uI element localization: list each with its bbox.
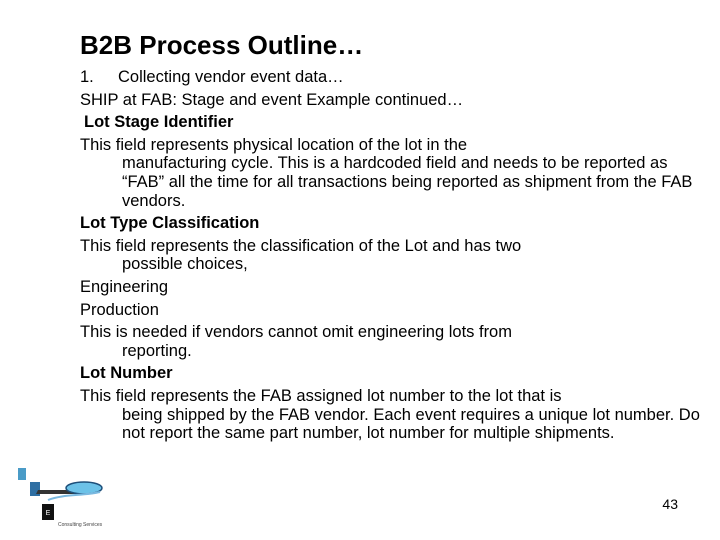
paragraph-continuation: reporting. — [122, 341, 192, 360]
paragraph-continuation: being shipped by the FAB vendor. Each event requires a unique lot number. Do not report the same part number, lot number for multiple shipments. — [122, 405, 700, 443]
logo-block-icon — [18, 468, 26, 480]
body-line: Production — [80, 300, 159, 319]
paragraph-continuation: manufacturing cycle. This is a hardcoded field and needs to be reported as “FAB” all the time for all transactions being reported as shipment from the FAB vendors. — [122, 154, 693, 210]
body-line: Engineering — [80, 277, 169, 296]
body-paragraph — [80, 237, 700, 274]
logo-caption: Consulting Services — [58, 522, 103, 528]
svg-text:E: E — [45, 510, 51, 517]
item-number: 1. — [80, 68, 94, 86]
slide-title: B2B Process Outline… — [80, 30, 364, 60]
slide-body — [80, 68, 700, 447]
body-paragraph — [80, 323, 700, 360]
section-heading: Lot Number — [80, 364, 173, 383]
item-text: Collecting vendor event data… — [118, 68, 344, 86]
body-line: SHIP at FAB: Stage and event Example continued… — [80, 90, 464, 109]
company-logo — [8, 464, 118, 534]
paragraph-first-line: This field represents the classification of the Lot and has two — [80, 236, 522, 255]
paragraph-first-line: This field represents physical location of the lot in the — [80, 135, 468, 154]
list-item — [80, 68, 700, 87]
section-heading: Lot Stage Identifier — [84, 113, 234, 132]
body-paragraph — [80, 136, 700, 210]
paragraph-first-line: This is needed if vendors cannot omit engineering lots from — [80, 323, 512, 342]
page-number: 43 — [662, 496, 678, 512]
paragraph-first-line: This field represents the FAB assigned lot number to the lot that is — [80, 386, 562, 405]
body-paragraph — [80, 387, 700, 443]
section-heading: Lot Type Classification — [80, 214, 260, 233]
paragraph-continuation: possible choices, — [122, 255, 248, 274]
